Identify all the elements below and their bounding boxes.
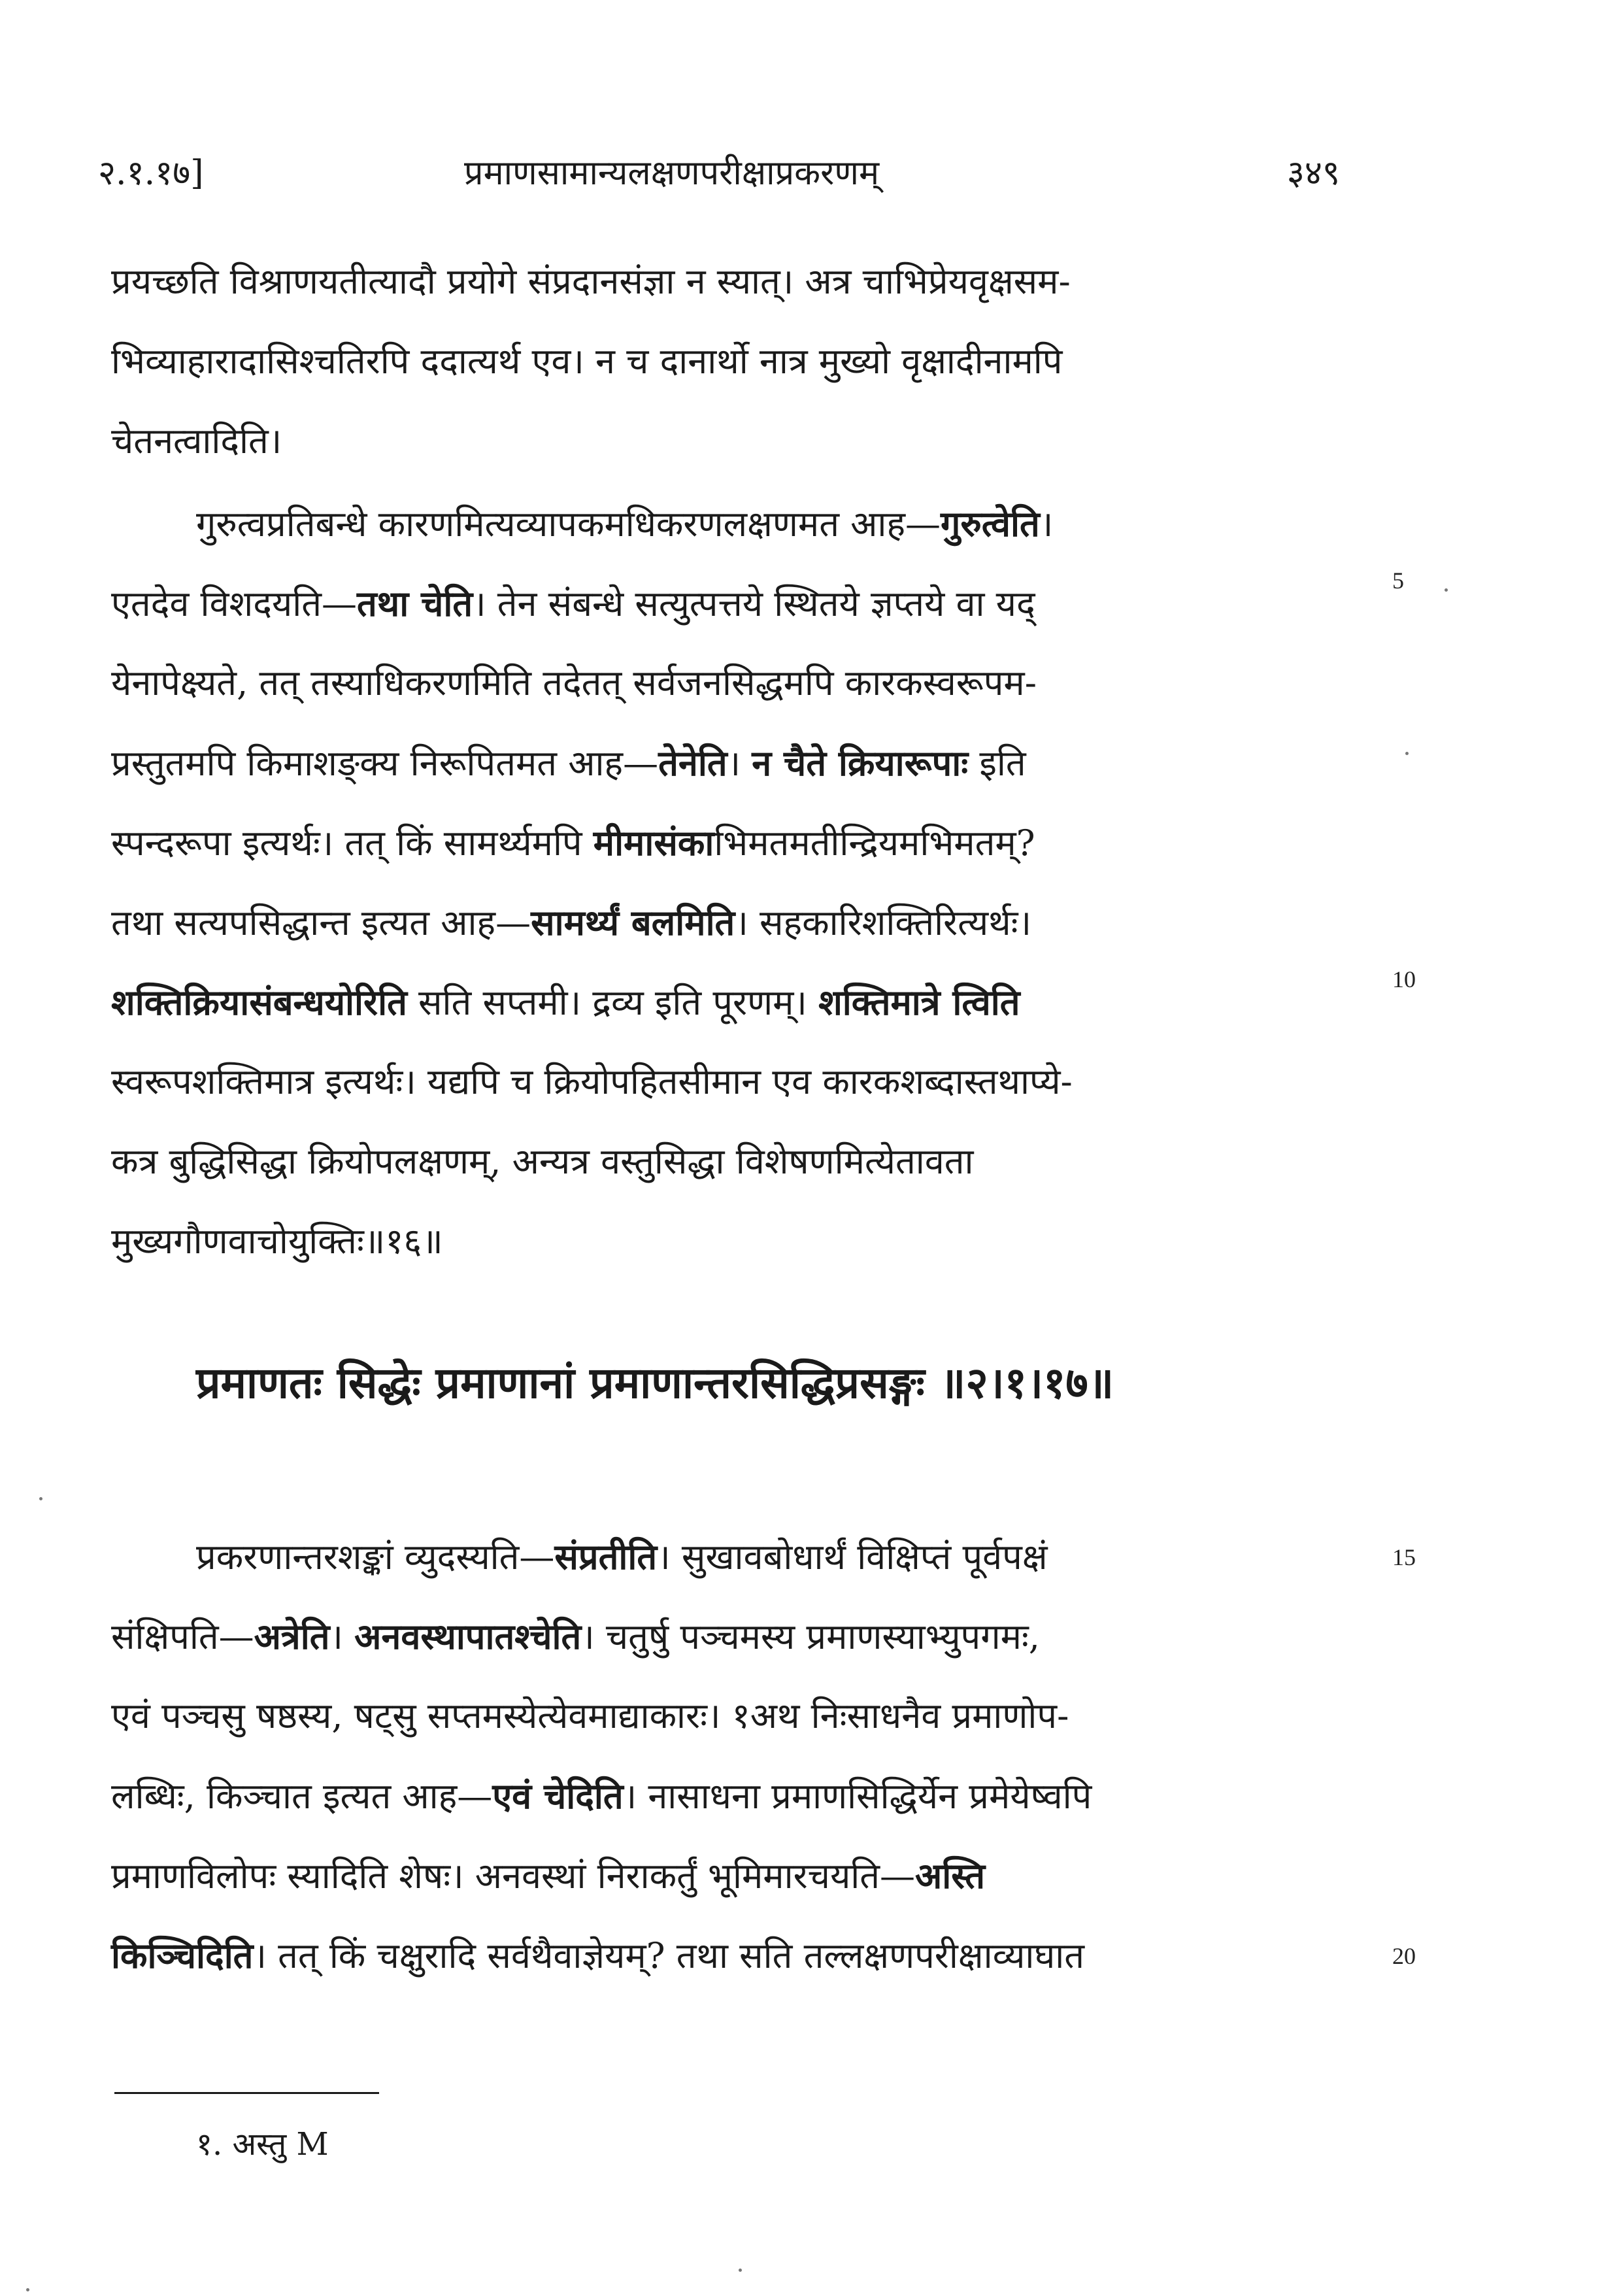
line-number: 5 [1392,567,1404,594]
text-line: प्रमाणविलोपः स्यादिति शेषः। अनवस्थां निराकर्तुं भूमिमारचयति—अस्ति [111,1855,986,1897]
text-line: येनापेक्ष्यते, तत् तस्याधिकरणमिति तदेतत् सर्वजनसिद्धमपि कारकस्वरूपम- [111,662,1037,703]
text-line: मुख्यगौणवाचोयुक्तिः॥१६॥ [111,1221,443,1262]
lemma: अस्ति [915,1855,986,1897]
scan-speck [1445,588,1448,592]
lemma: एवं चेदिति [492,1775,624,1817]
line-number: 20 [1392,1943,1416,1969]
lemma: मीमासंका [593,822,714,864]
footnote-rule [114,2092,379,2094]
text-line: प्रस्तुतमपि किमाशङ्क्य निरूपितमत आह—तेनेति। न चैते क्रियारूपाः इति [111,742,1026,784]
scan-speck [1405,752,1409,755]
lemma: अत्रेति [254,1615,330,1657]
lemma: सामर्थ्यं बलमिति [531,902,735,943]
chapter-title: प्रमाणसामान्यलक्षणपरीक्षाप्रकरणम् [464,154,880,193]
page-number: ३४९ [1286,154,1340,193]
text-line: स्वरूपशक्तिमात्र इत्यर्थः। यद्यपि च क्रियोपहितसीमान एव कारकशब्दास्तथाप्ये- [111,1061,1073,1102]
footnote: १. अस्तु M [196,2126,329,2163]
paragraph-3 [111,1517,1353,1995]
scan-speck [739,2269,742,2272]
section-reference: २.१.१७] [98,154,204,193]
text-line: भिव्याहारादासिश्चतिरपि ददात्यर्थ एव। न च दानार्थो नात्र मुख्यो वृक्षादीनामपि [111,341,1063,382]
paragraph-1 [111,242,1353,481]
text-line: चेतनत्वादिति। [111,420,282,462]
lemma: शक्तिक्रियासंबन्धयोरिति [111,981,407,1023]
text-line: कत्र बुद्धिसिद्धा क्रियोपलक्षणम्, अन्यत्र वस्तुसिद्धा विशेषणमित्येतावता [111,1141,974,1182]
text-line: प्रयच्छति विश्राणयतीत्यादौ प्रयोगे संप्रदानसंज्ञा न स्यात्। अत्र चाभिप्रेयवृक्षसम- [111,261,1071,302]
running-head [98,144,1353,203]
text-line: संक्षिपति—अत्रेति। अनवस्थापातश्चेति। चतुर्षु पञ्चमस्य प्रमाणस्याभ्युपगमः, [111,1615,1040,1657]
lemma: न चैते क्रियारूपाः [752,742,969,784]
line-number: 15 [1392,1544,1416,1570]
sutra-heading: प्रमाणतः सिद्धेः प्रमाणानां प्रमाणान्तरसिद्धिप्रसङ्गः ॥२।१।१७॥ [196,1357,1114,1408]
lemma: तथा चेति [357,582,473,624]
text-line: स्पन्दरूपा इत्यर्थः। तत् किं सामर्थ्यमपि मीमासंकाभिमतमतीन्द्रियमभिमतम्? [111,822,1035,864]
lemma: अनवस्थापातश्चेति [354,1615,582,1657]
scan-speck [39,1497,42,1500]
lemma: गुरुत्वेति [941,503,1040,545]
text-line: किञ्चिदिति। तत् किं चक्षुरादि सर्वथैवाज्ञेयम्? तथा सति तल्लक्षणपरीक्षाव्याघात [111,1934,1085,1976]
scan-speck [26,2288,29,2291]
text-line: एतदेव विशदयति—तथा चेति। तेन संबन्धे सत्युत्पत्तये स्थितये ज्ञप्तये वा यद् [111,582,1035,624]
text-line: गुरुत्वप्रतिबन्धे कारणमित्यव्यापकमधिकरणलक्षणमत आह—गुरुत्वेति। [196,503,1054,545]
lemma: किञ्चिदिति [111,1934,254,1976]
paragraph-2 [111,484,1353,1281]
lemma: शक्तिमात्रे त्विति [818,981,1020,1023]
text-line: तथा सत्यपसिद्धान्त इत्यत आह—सामर्थ्यं बलमिति। सहकारिशक्तिरित्यर्थः। [111,902,1032,943]
text-line: लब्धिः, किञ्चात इत्यत आह—एवं चेदिति। नासाधना प्रमाणसिद्धिर्येन प्रमेयेष्वपि [111,1775,1092,1817]
lemma: संप्रतीति [554,1536,658,1578]
text-line: एवं पञ्चसु षष्ठस्य, षट्सु सप्तमस्येत्येवमाद्याकारः। १अथ निःसाधनैव प्रमाणोप- [111,1695,1069,1736]
line-number: 10 [1392,966,1416,992]
lemma: तेनेति [658,742,727,784]
text-line: शक्तिक्रियासंबन्धयोरिति सति सप्तमी। द्रव्य इति पूरणम्। शक्तिमात्रे त्विति [111,981,1020,1023]
text-line: प्रकरणान्तरशङ्कां व्युदस्यति—संप्रतीति। सुखावबोधार्थं विक्षिप्तं पूर्वपक्षं [196,1536,1048,1578]
